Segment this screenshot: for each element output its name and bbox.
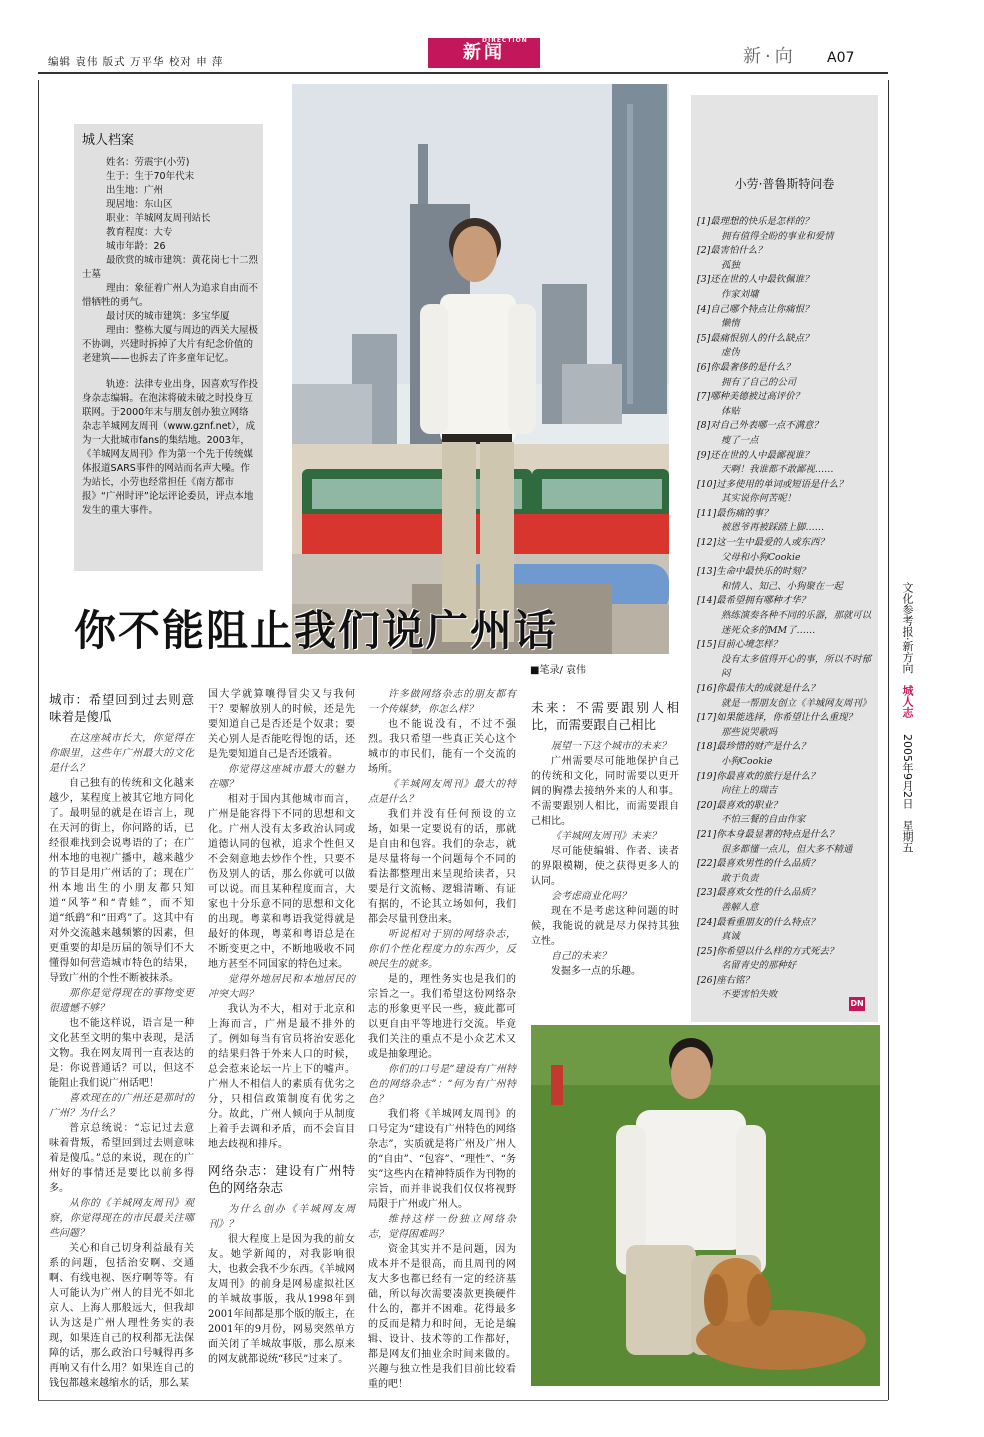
questionnaire-answer: 懒惰 — [721, 318, 740, 330]
questionnaire-list — [697, 215, 874, 1003]
questionnaire-question: [21]你本身最显著的特点是什么？ — [697, 828, 839, 840]
questionnaire-question: [12]这一生中最爱的人或东西？ — [697, 537, 829, 549]
questionnaire-question: [13]生命中最快乐的时刻？ — [697, 566, 810, 578]
questionnaire-answer: 不怕三餐的自由作家 — [721, 814, 806, 826]
main-photo — [292, 84, 669, 654]
col1-para: 那你是觉得现在的事物变更很遗憾不够？ — [49, 988, 194, 1014]
questionnaire-question: [8]对自己外表哪一点不满意？ — [697, 420, 823, 432]
header-rule — [38, 72, 888, 74]
questionnaire-question: [25]你希望以什么样的方式死去？ — [697, 945, 839, 957]
questionnaire-answer: 拥有了自己的公司 — [721, 376, 797, 388]
questionnaire-question: [22]最喜欢男性的什么品质？ — [697, 858, 820, 870]
profile-hate-building: 最讨厌的城市建筑：多宝华厦 — [106, 311, 230, 322]
left-border — [38, 80, 39, 1400]
questionnaire-answer: 就是一帮朋友创立《羊城网友周刊》 — [721, 697, 872, 709]
questionnaire-question: [5]最痛恨别人的什么缺点？ — [697, 332, 814, 344]
footer-rule — [38, 1400, 888, 1401]
profile-line: 职业：羊城网友周刊站长 — [106, 213, 211, 224]
col2-heading: 网络杂志：建设有广州特色的网络杂志 — [208, 1163, 355, 1195]
col1-para: 从你的《羊城网友周刊》观察，你觉得现在的市民最关注哪些问题？ — [49, 1198, 194, 1239]
questionnaire-answer: 体贴 — [721, 405, 740, 417]
page-number: A07 — [827, 50, 855, 66]
questionnaire-question: [6]你最奢侈的是什么？ — [697, 361, 795, 373]
questionnaire-answer: 拥有值得全盼的事业和爱情 — [721, 230, 834, 242]
questionnaire-answer: 父母和小狗Cookie — [721, 551, 801, 563]
questionnaire-question: [24]最看重朋友的什么特点？ — [697, 916, 820, 928]
profile-line: 姓名：劳震宇(小劳) — [106, 157, 190, 168]
questionnaire-question: [4]自己哪个特点让你痛恨？ — [697, 303, 814, 315]
questionnaire-question: [10]过多使用的单词或短语是什么？ — [697, 478, 848, 490]
questionnaire-question: [15]目前心境怎样？ — [697, 639, 782, 651]
questionnaire-question: [17]如果能选择，你希望让什么重现？ — [697, 712, 857, 724]
masthead-logo — [428, 38, 540, 68]
right-border — [888, 80, 889, 1400]
col3-para: 听说相对于别的网络杂志，你们个性化程度力的东西少，反映民生的就多。 — [368, 929, 516, 970]
questionnaire-answer: 那些说哭歌吗 — [721, 726, 778, 738]
questionnaire-answer: 瘦了一点 — [721, 434, 759, 446]
col3-para: 《羊城网友周刊》最大的特点是什么？ — [368, 779, 516, 805]
paper-name: 文化参考报·新方向 — [901, 582, 914, 674]
editor-credits: 编辑 袁伟 版式 万平华 校对 申 萍 — [48, 56, 224, 68]
photo-credit: ■笔录/ 袁伟 — [530, 665, 586, 676]
masthead-logo-sub: DIRECTION — [482, 37, 528, 44]
questionnaire-answer: 名留青史的那种好 — [721, 960, 797, 972]
questionnaire-answer: 善解人意 — [721, 901, 759, 913]
proust-questionnaire — [691, 95, 878, 1022]
questionnaire-answer: 没有太多值得开心的事，所以不时郁闷 — [721, 653, 872, 680]
col2-para: 你觉得这座城市最大的魅力在哪？ — [208, 764, 355, 790]
questionnaire-question: [11]最伤痛的事？ — [697, 507, 773, 519]
questionnaire-question: [7]哪种美德被过高评价？ — [697, 391, 805, 403]
profile-box — [74, 124, 263, 571]
dog-photo — [531, 1025, 880, 1386]
article-column-2 — [208, 687, 355, 1367]
section-name: 新·向 — [743, 46, 797, 67]
col4-para: 展望一下这个城市的未来？ — [551, 741, 671, 752]
questionnaire-answer: 小狗Cookie — [721, 755, 773, 767]
questionnaire-question: [19]你最喜欢的旅行是什么？ — [697, 770, 820, 782]
col4-heading: 未来：不需要跟别人相比，而需要跟自己相比 — [531, 700, 679, 732]
vertical-sidebar — [896, 582, 914, 853]
article-column-1 — [49, 687, 194, 1391]
col3-para: 我们并没有任何预设的立场，如果一定要说有的话，那就是自由和包容。我们的杂志，就是尽量将每一个问题每个不同的看法都整理出来呈现给读者，只要是行文流畅、逻辑清晰、有证有据的，不论其立场如何，我们都会尽量刊登出来。 — [368, 809, 516, 925]
col4-para: 会考虑商业化吗？ — [551, 891, 631, 902]
questionnaire-answer: 不要害怕失败 — [721, 989, 778, 1001]
col1-para: 普京总统说：“忘记过去意味着背叛，希望回到过去则意味着是傻瓜。”总的来说，现在的广州好的事情还是要比以前多得多。 — [49, 1123, 194, 1194]
col4-para: 现在不是考虑这种问题的时候，我能说的就是尽力保持其独立性。 — [531, 906, 679, 947]
profile-title: 城人档案 — [82, 133, 135, 148]
questionnaire-question: [9]还在世的人中最鄙视谁？ — [697, 449, 814, 461]
questionnaire-question: [1]最理想的快乐是怎样的？ — [697, 216, 814, 227]
col1-para: 在这座城市长大，你觉得在你眼里，这些年广州最大的文化是什么？ — [49, 733, 194, 774]
col1-para: 关心和自己切身利益最有关系的问题，包括治安啊、交通啊、有线电视、医疗啊等等。有人可能认为广州人的目光不如北京人、上海人那般远大，但我却认为这是广州人理性务实的表现，如果连自己的权利都无法保障的话，那么政治口号喊得再多再响又有什么用？如果连自己的钱包都越来越缩水的话，那么某 — [49, 1243, 194, 1389]
col2-para: 觉得外地居民和本地居民的冲突大吗？ — [208, 974, 355, 1000]
col2-para: 国大学就算嚷得冒尖又与我何干？要解放别人的时候，还是先要知道自己是否还是个奴隶；要关心别人是否能吃得饱的话，还是先要知道自己是否还饿着。 — [208, 689, 355, 760]
questionnaire-question: [26]座右铭？ — [697, 974, 754, 986]
col3-para: 你们的口号是“建设有广州特色的网络杂志”：“何为有广州特色？ — [368, 1064, 516, 1105]
col4-para: 发掘多一点的乐趣。 — [551, 966, 641, 977]
col2-para: 我认为不大，相对于北京和上海而言，广州是最不排外的了。例如每当有官员将治安恶化的结果归咎于外来人口的时候，总会惹来论坛一片上下的嘘声。广州人不相信人的素质有优劣之分，只相信政策制度有优劣之分。故此，广州人倾向于从制度上着手去调和矛盾，而不会盲目地去歧视和排斥。 — [208, 1004, 355, 1150]
col4-para: 广州需要尽可能地保护自己的传统和文化，同时需要以更开阔的胸襟去接纳外来的人和事。不需要跟别人相比，而需要跟自己相比。 — [531, 756, 679, 827]
questionnaire-answer: 熟练演奏各种不同的乐器，那就可以迷死众多的MM了…… — [721, 610, 872, 636]
issue-weekday: 星期五 — [901, 820, 914, 853]
questionnaire-title: 小劳·普鲁斯特问卷 — [734, 177, 835, 191]
profile-bio: 轨迹：法律专业出身，因喜欢写作投身杂志编辑。在泡沫将破未破之时投身互联网。于2000年末与朋友创办独立网络杂志羊城网友周刊（www.gznf.net），成为一大批城市fans的集结地。2003年，《羊城网友周刊》作为第一个先于传统媒体报道SARS事件的网站而名声大噪。作为站长，小劳也经常担任《南方都市报》“广州时评”论坛评论委员，评点本地发生的重大事件。 — [82, 379, 259, 516]
page-header — [38, 38, 888, 72]
questionnaire-question: [16]你最伟大的成就是什么？ — [697, 683, 820, 694]
masthead-logo-text: 新闻 — [463, 42, 505, 63]
col2-para: 相对于国内其他城市而言，广州是能容得下不同的思想和文化。广州人没有太多政治认同或道德认同的包袱，追求个性但又不会刻意地去炒作个性，只要不伤及别人的话，那么你就可以做可以说。而且某种程度而言，大家也十分乐意不同的思想和文化的出现。粤菜和粤语我觉得就是最好的体现，粤菜和粤语总是在不断变更之中，不断地吸收不同地方甚至不同国家的特色过来。 — [208, 794, 355, 970]
questionnaire-question: [3]还在世的人中最钦佩谁？ — [697, 274, 814, 286]
dn-badge: DN — [849, 997, 865, 1011]
questionnaire-question: [14]最希望拥有哪种才华？ — [697, 595, 810, 607]
questionnaire-answer: 作家刘墉 — [721, 288, 759, 300]
col4-para: 《羊城网友周刊》未来？ — [551, 831, 661, 842]
questionnaire-answer: 虚伪 — [721, 347, 740, 359]
col3-para: 也不能说没有，不过不强烈。我只希望一些真正关心这个城市的市民们，能有一个交流的场所。 — [368, 719, 516, 775]
column-name: 城人志 — [901, 685, 914, 718]
questionnaire-answer: 和情人、知己、小狗聚在一起 — [721, 580, 843, 592]
questionnaire-question: [2]最害怕什么？ — [697, 245, 767, 257]
col2-para: 为什么创办《羊城网友周刊》？ — [208, 1204, 355, 1230]
profile-fav-reason: 理由：象征着广州人为追求自由而不惜牺牲的勇气。 — [82, 283, 259, 308]
profile-line: 生于：生于70年代末 — [106, 171, 195, 182]
issue-date: 2005年9月2日 — [901, 733, 914, 809]
questionnaire-answer: 真诚 — [721, 931, 740, 943]
questionnaire-question: [18]最珍惜的财产是什么？ — [697, 741, 810, 753]
col4-para: 自己的未来？ — [551, 951, 611, 962]
questionnaire-question: [23]最喜欢女性的什么品质？ — [697, 887, 820, 899]
col3-para: 我们将《羊城网友周刊》的口号定为“建设有广州特色的网络杂志”，实质就是将广州及广州人的“自由”、“包容”、“理性”、“务实”这些内在精神特质作为刊物的宗旨，而并非说我们仅仅将视野局限于广州或广州人。 — [368, 1109, 516, 1210]
col1-heading: 城市：希望回到过去则意味着是傻瓜 — [49, 692, 194, 724]
col3-para: 资金其实并不是问题，因为成本并不是很高，而且周刊的网友大多也都已经有一定的经济基础，所以每次需要凑款更换硬件什么的，都并不困难。花得最多的反而是精力和时间，无论是编辑、设计、技术等的工作都好，都是网友们抽业余时间来做的。兴趣与独立性是我们目前比较看重的吧！ — [368, 1244, 516, 1390]
questionnaire-answer: 孤独 — [721, 259, 740, 271]
questionnaire-answer: 很多都懂一点儿，但大多不精通 — [721, 843, 853, 855]
profile-line: 现居地：东山区 — [106, 199, 173, 210]
article-column-4 — [531, 695, 679, 979]
col4-para: 尽可能使编辑、作者、读者的界限模糊，使之获得更多人的认同。 — [531, 846, 679, 887]
col1-para: 也不能这样说，语言是一种文化甚至文明的集中表现，是活文物。我在网友周刊一直表达的是：你说普通话？可以，但这不能阻止我们说广州话吧！ — [49, 1018, 194, 1089]
questionnaire-question: [20]最喜欢的职业？ — [697, 799, 782, 811]
col3-para: 维持这样一份独立网络杂志，觉得困难吗？ — [368, 1214, 516, 1240]
questionnaire-answer: 其实说你何苦呢！ — [721, 493, 797, 505]
profile-hate-reason: 理由：整栋大厦与周边的西关大屋极不协调，兴建时拆掉了大片有纪念价值的老建筑——也拆去了许多童年记忆。 — [82, 325, 259, 364]
questionnaire-answer: 被恩爷再被踩踏上脚…… — [721, 522, 825, 534]
profile-fav-building: 最欣赏的城市建筑：黄花岗七十二烈士墓 — [82, 255, 259, 280]
article-column-3 — [368, 687, 516, 1392]
questionnaire-answer: 向往上的瑞吉 — [721, 785, 778, 797]
profile-line: 城市年龄：26 — [106, 241, 166, 252]
profile-line: 教育程度：大专 — [106, 227, 173, 238]
col1-para: 喜欢现在的广州还是那时的广州？为什么？ — [49, 1093, 194, 1119]
col3-para: 许多做网络杂志的朋友都有一个传媒梦，你怎么样？ — [368, 689, 516, 715]
profile-line: 出生地：广州 — [106, 185, 164, 196]
questionnaire-answer: 天啊！我谁都不敢鄙视…… — [721, 464, 834, 476]
col1-para: 自己独有的传统和文化越来越少，某程度上被其它地方同化了。最明显的就是在语言上，现在天河的街上，你问路的话，已经很难找到会说粤语的了；在广州本地的电视广播中，越来越少的节目是用广州话的了；现在广州本地出生的小朋友都只知道“风筝”和“青蛙”，而不知道“纸鹞”和“田鸡”了。这其中有对外交流越来越频繁的因素，但更重要的却是历届的领导们不大懂得如何营造城市特色的结果，导致广州的个性不断被抹杀。 — [49, 778, 194, 984]
headline: 你不能阻止我们说广州话 — [74, 606, 559, 655]
col2-para: 很大程度上是因为我的前女友。她学新闻的，对我影响很大，也救会我不少东西。《羊城网友周刊》的前身是网易虚拟社区的羊城故事版，我从1998年到2001年间都是那个版的版主，在2001年的9月份，网易突然单方面关闭了羊城故事版，那么原来的网友就都说统“移民”过来了。 — [208, 1234, 355, 1365]
col3-para: 是的，理性务实也是我们的宗旨之一。我们希望这份网络杂志的形象更平民一些，疲此都可以更自由平等地进行交流。毕竟我们关注的重点不是小众艺术又或是抽象理论。 — [368, 974, 516, 1060]
questionnaire-answer: 敢于负责 — [721, 872, 759, 884]
